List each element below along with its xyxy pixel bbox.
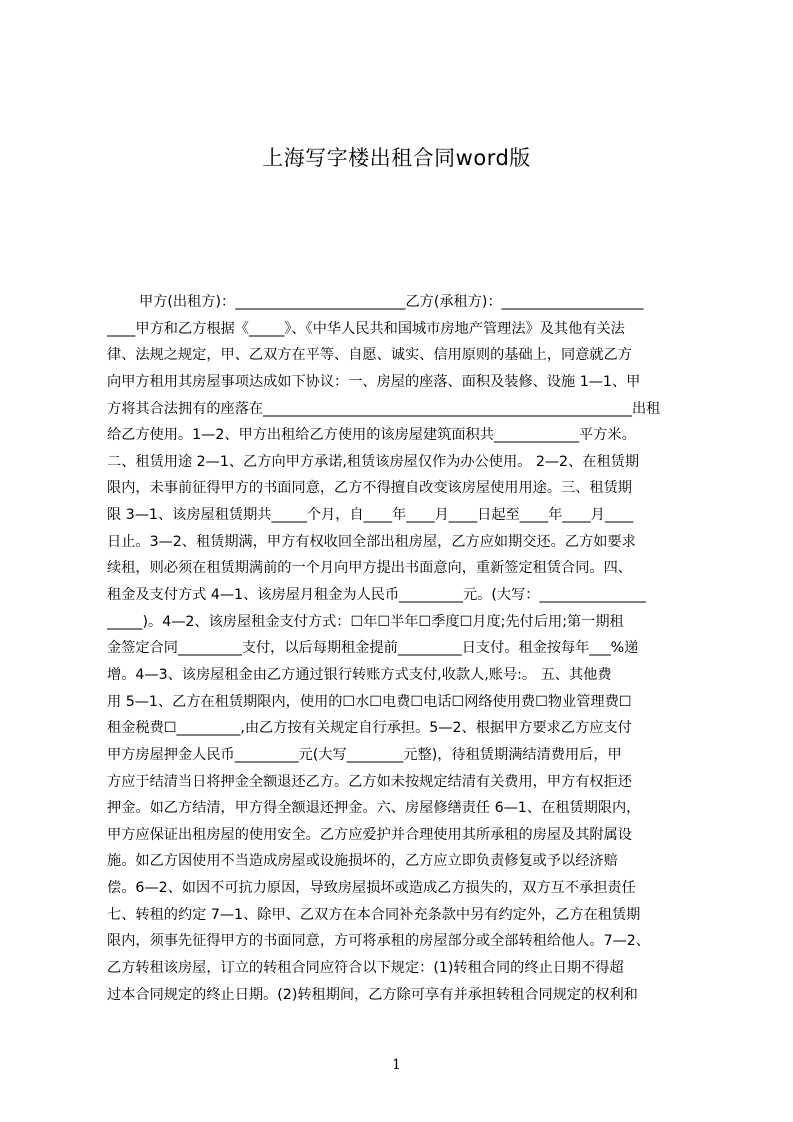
text-line: 七、转租的约定 7—1、除甲、乙双方在本合同补充条款中另有约定外，乙方在租赁期 [107, 906, 641, 923]
text-line: 租金及支付方式 4—1、该房屋月租金为人民币_________元。(大写：_______________ [107, 587, 646, 604]
text-line: 增。4—3、该房屋租金由乙方通过银行转账方式支付,收款人,账号:。 五、其他费 [107, 666, 612, 683]
text-line: ____甲方和乙方根据《_____》、《中华人民共和国城市房地产管理法》及其他有关法 [107, 320, 625, 337]
text-line: 二、租赁用途 2—1、乙方向甲方承诺,租赁该房屋仅作为办公使用。 2—2、在租赁期 [107, 453, 640, 470]
text-line: 限内，未事前征得甲方的书面同意，乙方不得擅自改变该房屋使用用途。三、租赁期 [107, 480, 632, 497]
text-line: 甲方房屋押金人民币_________元(大写________元整)，待租赁期满结清费用后，甲 [107, 746, 622, 763]
text-line: 金签定合同_________支付，以后每期租金提前_________日支付。租金按每年___%递 [107, 640, 639, 657]
text-line: 给乙方使用。1—2、甲方出租给乙方使用的该房屋建筑面积共____________平方米。 [107, 427, 636, 444]
text-line: 乙方转租该房屋，订立的转租合同应符合以下规定：(1)转租合同的终止日期不得超 [107, 960, 624, 977]
text-line: 续租，则必须在租赁期满前的一个月向甲方提出书面意向，重新签定租赁合同。四、 [107, 560, 632, 577]
document-title: 上海写字楼出租合同word版 [262, 146, 531, 170]
text-line: 用 5—1、乙方在租赁期限内，使用的☐水☐电费☐电话☐网络使用费☐物业管理费☐ [107, 693, 632, 710]
text-line: 方应于结清当日将押金全额退还乙方。乙方如未按规定结清有关费用，甲方有权拒还 [107, 773, 632, 790]
text-line: 方将其合法拥有的座落在____________________________________________________出租 [107, 400, 661, 417]
text-line: 向甲方租用其房屋事项达成如下协议：一、房屋的座落、面积及装修、设施 1—1、甲 [107, 373, 641, 390]
text-line: _____)。4—2、该房屋租金支付方式：☐年☐半年☐季度☐月度;先付后用;第一期租 [107, 613, 624, 630]
text-line: 限内，须事先征得甲方的书面同意，方可将承租的房屋部分或全部转租给他人。7—2、 [107, 933, 650, 950]
text-line: 甲方(出租方)：________________________乙方(承租方)：____________________ [139, 294, 644, 310]
text-line: 日止。3—2、租赁期满，甲方有权收回全部出租房屋，乙方应如期交还。乙方如要求 [107, 533, 636, 550]
text-line: 偿。6—2、如因不可抗力原因，导致房屋损坏或造成乙方损失的，双方互不承担责任 [107, 880, 636, 897]
page-number: 1 [392, 1057, 401, 1073]
text-line: 甲方应保证出租房屋的使用安全。乙方应爱护并合理使用其所承租的房屋及其附属设 [107, 826, 632, 843]
text-line: 施。如乙方因使用不当造成房屋或设施损坏的，乙方应立即负责修复或予以经济赔 [107, 853, 618, 870]
text-line: 租金税费☐_________,由乙方按有关规定自行承担。5—2、根据甲方要求乙方应支付 [107, 720, 632, 737]
text-line: 律、法规之规定，甲、乙双方在平等、自愿、诚实、信用原则的基础上，同意就乙方 [107, 347, 632, 364]
contract-body [107, 289, 700, 1008]
text-line: 押金。如乙方结清，甲方得全额退还押金。六、房屋修缮责任 6—1、在租赁期限内， [107, 800, 641, 817]
text-line: 限 3—1、该房屋租赁期共_____个月，自____年____月____日起至____年____月____ [107, 507, 634, 524]
text-line: 过本合同规定的终止日期。(2)转租期间，乙方除可享有并承担转租合同规定的权利和 [107, 986, 638, 1003]
